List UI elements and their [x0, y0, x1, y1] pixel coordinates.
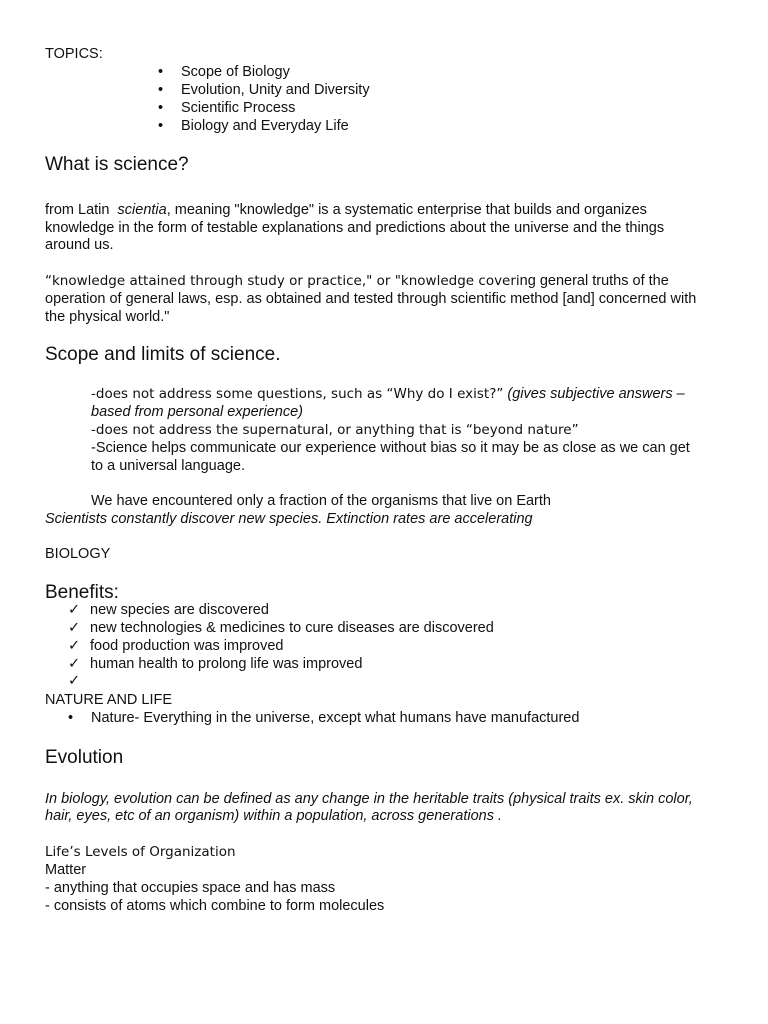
scope-line-5: to a universal language.	[91, 458, 245, 474]
nature-definition: Nature- Everything in the universe, except what humans have manufactured	[91, 710, 580, 726]
benefit-item	[68, 656, 362, 674]
scope-line-1b: (gives subjective answers –	[503, 386, 685, 402]
check-icon: ✓	[68, 673, 81, 689]
bullet-dot: •	[68, 710, 74, 726]
check-icon: ✓	[68, 602, 81, 618]
definition-rest: , meaning "knowledge" is a systematic enterprise that builds and organizes	[166, 202, 647, 218]
quote-line-1	[45, 273, 669, 291]
check-icon: ✓	[68, 638, 81, 654]
matter-line-2: - consists of atoms which combine to form molecules	[45, 898, 385, 914]
bullet-dot: •	[158, 82, 164, 98]
quote-part-2: ng general truths of the	[519, 273, 669, 289]
benefit-text: new technologies & medicines to cure diseases are discovered	[90, 620, 494, 636]
scope-line-1a: -does not address some questions, such as “Why do I exist?”	[91, 386, 504, 402]
quote-line-2: operation of general laws, esp. as obtained and tested through scientific method [and] concerned with	[45, 291, 697, 307]
heading-what-is-science: What is science?	[45, 154, 189, 175]
levels-heading: Life’s Levels of Organization	[45, 844, 236, 860]
evolution-def-line-1: In biology, evolution can be defined as any change in the heritable traits (physical traits ex. skin color,	[45, 791, 693, 807]
topics-label: TOPICS:	[45, 46, 103, 62]
benefit-item	[68, 620, 494, 638]
benefit-text: human health to prolong life was improved	[90, 656, 363, 672]
scope-line-1	[91, 386, 685, 404]
benefit-item	[68, 638, 283, 656]
definition-line-1	[45, 202, 647, 220]
heading-evolution: Evolution	[45, 747, 124, 768]
bullet-dot: •	[158, 100, 164, 116]
latin-term: scientia	[117, 202, 167, 218]
evolution-def-line-2: hair, eyes, etc of an organism) within a population, across generations .	[45, 808, 503, 824]
nature-life-label: NATURE AND LIFE	[45, 692, 173, 708]
bullet-dot: •	[158, 118, 164, 134]
organisms-line: We have encountered only a fraction of the organisms that live on Earth	[91, 493, 551, 509]
benefit-text: food production was improved	[90, 638, 284, 654]
biology-label: BIOLOGY	[45, 546, 111, 562]
quote-part-1: “knowledge attained through study or practice," or "knowledge coveri	[45, 273, 520, 289]
benefit-item	[68, 602, 269, 620]
heading-benefits: Benefits:	[45, 582, 119, 603]
check-icon: ✓	[68, 656, 81, 672]
scope-line-3: -does not address the supernatural, or anything that is “beyond nature”	[91, 422, 579, 438]
benefit-text: new species are discovered	[90, 602, 269, 618]
definition-line-3: around us.	[45, 237, 114, 253]
scope-line-2: based from personal experience)	[91, 404, 303, 420]
extinction-line: Scientists constantly discover new species. Extinction rates are accelerating	[45, 511, 533, 527]
matter-label: Matter	[45, 862, 87, 878]
bullet-dot: •	[158, 64, 164, 80]
scope-line-4: -Science helps communicate our experience without bias so it may be as close as we can get	[91, 440, 690, 456]
definition-line-2: knowledge in the form of testable explanations and predictions about the universe and the things	[45, 220, 665, 236]
topic-item: Scientific Process	[181, 100, 296, 116]
check-icon: ✓	[68, 620, 81, 636]
topic-item: Evolution, Unity and Diversity	[181, 82, 370, 98]
quote-line-3: the physical world."	[45, 309, 170, 325]
benefit-item	[68, 673, 90, 691]
heading-scope-limits: Scope and limits of science.	[45, 344, 281, 365]
matter-line-1: - anything that occupies space and has mass	[45, 880, 336, 896]
topic-item: Biology and Everyday Life	[181, 118, 349, 134]
definition-from: from Latin	[45, 202, 110, 218]
topic-item: Scope of Biology	[181, 64, 290, 80]
